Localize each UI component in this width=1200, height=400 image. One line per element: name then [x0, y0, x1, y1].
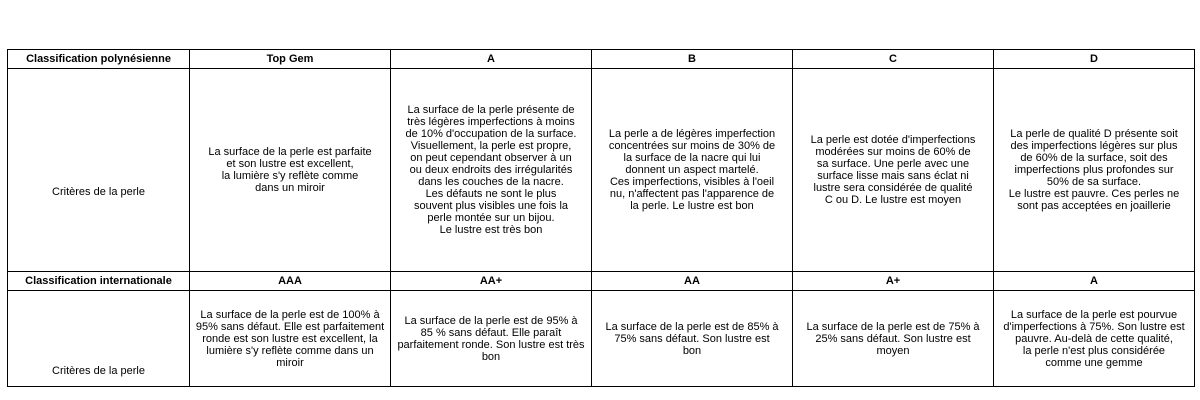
criteria-cell-top-gem: La surface de la perle est parfaite et son lustre est excellent, la lumière s'y reflète comme dans un miroir [208, 146, 372, 194]
grade-header-a-intl: A [994, 272, 1195, 291]
criteria-cell-a-plus: La surface de la perle est de 75% à 25% sans défaut. Son lustre est moyen [806, 320, 980, 357]
international-classification-label: Classification internationale [8, 272, 190, 291]
international-header-row [8, 272, 1195, 291]
criteria-cell-c: La perle est dotée d'imperfections modérées sur moins de 60% de sa surface. Une perle avec une surface lisse mais sans éclat ni lustre sera considérée de qualité C ou D. Le lustre est moyen [810, 134, 976, 206]
grade-header-top-gem: Top Gem [190, 50, 391, 69]
criteria-cell-b: La perle a de légères imperfection concentrées sur moins de 30% de la surface de la nacre qui lui donnent un aspect martelé. Ces imperfections, visibles à l'oeil nu, n'affectent pas l'apparence de la perle. Le lustre est bon [608, 128, 776, 212]
polynesian-criteria-row [8, 69, 1195, 272]
criteria-cell-aa-plus: La surface de la perle est de 95% à 85 % sans défaut. Elle paraît parfaitement ronde. Son lustre est très bon [397, 314, 585, 363]
criteria-cell-aa: La surface de la perle est de 85% à 75% sans défaut. Son lustre est bon [605, 320, 779, 357]
international-criteria-row [8, 291, 1195, 387]
criteria-row-label: Critères de la perle [52, 365, 145, 377]
grade-header-a: A [391, 50, 592, 69]
grade-header-aa: AA [592, 272, 793, 291]
polynesian-classification-label: Classification polynésienne [8, 50, 190, 69]
criteria-row-label: Critères de la perle [52, 186, 145, 198]
grade-header-a-plus: A+ [793, 272, 994, 291]
grade-header-b: B [592, 50, 793, 69]
criteria-cell-d: La perle de qualité D présente soit des imperfections légères sur plus de 60% de la surface, soit des imperfections plus profondes sur 50% de sa surface. Le lustre est pauvre. Ces perles ne sont pas acceptées en joaillerie [1008, 128, 1180, 212]
grade-header-d: D [994, 50, 1195, 69]
pearl-grading-table [7, 49, 1195, 387]
criteria-cell-aaa: La surface de la perle est de 100% à 95% sans défaut. Elle est parfaitement ronde est son lustre est excellent, la lumière s'y reflète comme dans un miroir [195, 308, 385, 369]
polynesian-header-row [8, 50, 1195, 69]
criteria-cell-a-intl: La surface de la perle est pourvue d'imperfections à 75%. Son lustre est pauvre. Au-delà de cette qualité, la perle n'est plus considérée comme une gemme [1003, 308, 1185, 369]
grade-header-aaa: AAA [190, 272, 391, 291]
grade-header-aa-plus: AA+ [391, 272, 592, 291]
grade-header-c: C [793, 50, 994, 69]
criteria-cell-a: La surface de la perle présente de très légères imperfections à moins de 10% d'occupation de la surface. Visuellement, la perle est propre, on peut cependant observer à un ou deux endroits des irrégularités dans les couches de la nacre. Les défauts ne sont le plus souvent plus visibles une fois la perle montée sur un bijou. Le lustre est très bon [405, 104, 577, 236]
